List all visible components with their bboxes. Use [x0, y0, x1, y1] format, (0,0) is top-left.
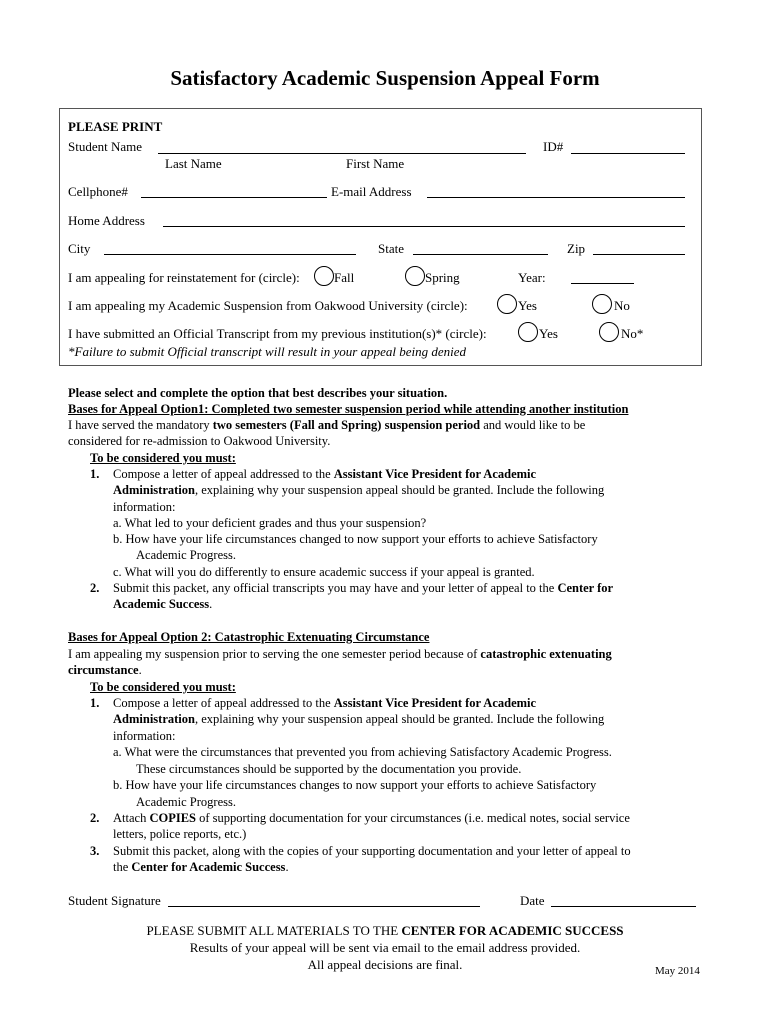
o2-item2	[113, 810, 703, 843]
option1-heading: Bases for Appeal Option1: Completed two semester suspension period while attending another institution	[68, 402, 629, 416]
o1-item2-c: Academic Success	[113, 597, 210, 612]
o2-item2-a: Attach	[113, 811, 150, 825]
o2-item1-e: information:	[113, 728, 176, 743]
o2-item1-b: Assistant Vice President for Academic	[333, 696, 537, 710]
o1-item1-d: , explaining why your suspension appeal should be granted. Include the following	[194, 483, 605, 498]
o1-item2-b: Center for	[557, 581, 614, 595]
opt2-text-bold: catastrophic extenuating	[480, 647, 612, 661]
center-name: CENTER FOR ACADEMIC SUCCESS	[401, 923, 624, 938]
reinstatement-label: I am appealing for reinstatement for (circle):	[68, 270, 300, 285]
first-name-caption: First Name	[346, 156, 405, 171]
spring-circle-option[interactable]	[405, 266, 425, 286]
final-note: All appeal decisions are final.	[307, 957, 463, 972]
o1-item1-number: 1.	[90, 467, 100, 481]
email-label: E-mail Address	[331, 184, 412, 199]
submit-instruction	[0, 923, 770, 939]
suspension-question: I am appealing my Academic Suspension from Oakwood University (circle):	[68, 298, 468, 313]
city-label: City	[68, 241, 91, 256]
o2-item1-a: Compose a letter of appeal addressed to the	[113, 696, 334, 710]
opt1-text-d: considered for re-admission to Oakwood University.	[68, 434, 331, 449]
suspension-no-label: No	[614, 298, 630, 313]
o1-sub-b2: Academic Progress.	[136, 548, 236, 562]
option1-paragraph	[68, 417, 708, 450]
o2-item3-a: Submit this packet, along with the copies of your supporting documentation and your letter of appeal to	[113, 844, 631, 858]
city-field[interactable]	[104, 254, 356, 255]
date-label: Date	[520, 893, 545, 908]
opt1-text-bold: two semesters (Fall and Spring) suspension period	[212, 418, 481, 432]
state-field[interactable]	[413, 254, 548, 255]
transcript-no-circle[interactable]	[599, 322, 619, 342]
home-address-label: Home Address	[68, 213, 145, 228]
form-title: Satisfactory Academic Suspension Appeal Form	[170, 66, 600, 90]
o2-item3-b: the	[113, 860, 132, 875]
id-label: ID#	[543, 139, 564, 154]
cellphone-label: Cellphone#	[68, 184, 128, 199]
o2-item2-c: of supporting documentation for your circumstances (i.e. medical notes, social service	[196, 811, 630, 825]
o2-sub-b1: b. How have your life circumstances changes to now support your efforts to achieve Satisfactory	[113, 778, 597, 792]
revision-date: May 2014	[655, 965, 700, 977]
opt2-text-d: .	[138, 663, 142, 678]
zip-label: Zip	[567, 241, 586, 256]
o2-item2-d: letters, police reports, etc.)	[113, 827, 247, 842]
option2-must-heading: To be considered you must:	[90, 680, 236, 694]
o2-item3-c: Center for Academic Success	[131, 860, 286, 875]
transcript-no-label: No*	[621, 326, 644, 341]
year-label: Year:	[518, 270, 546, 285]
o2-sub-b2: Academic Progress.	[136, 795, 236, 809]
o1-item2-d: .	[209, 597, 213, 612]
id-field[interactable]	[571, 153, 685, 154]
o1-item1	[113, 466, 703, 515]
please-print-label: PLEASE PRINT	[68, 119, 163, 134]
o1-sub-a: a. What led to your deficient grades and thus your suspension?	[113, 516, 427, 530]
opt2-text-c: circumstance	[68, 663, 139, 678]
signature-label: Student Signature	[68, 893, 161, 908]
o2-sub-a2: These circumstances should be supported by the documentation you provide.	[136, 762, 522, 776]
cellphone-field[interactable]	[141, 197, 327, 198]
option2-paragraph	[68, 646, 708, 679]
o2-item1-d: , explaining why your suspension appeal should be granted. Include the following	[194, 712, 605, 727]
fall-label: Fall	[334, 270, 355, 285]
state-label: State	[378, 241, 404, 256]
suspension-yes-circle[interactable]	[497, 294, 517, 314]
year-field[interactable]	[571, 283, 634, 284]
o1-sub-b1: b. How have your life circumstances changed to now support your efforts to achieve Satisfactory	[113, 532, 598, 546]
o2-item3-d: .	[285, 860, 289, 875]
o2-item1	[113, 695, 703, 744]
option2-heading: Bases for Appeal Option 2: Catastrophic Extenuating Circumstance	[68, 630, 430, 644]
signature-field[interactable]	[168, 906, 480, 907]
o1-item2	[113, 580, 703, 613]
select-option-instruction: Please select and complete the option that best describes your situation.	[68, 386, 448, 400]
date-field[interactable]	[551, 906, 696, 907]
transcript-yes-circle[interactable]	[518, 322, 538, 342]
home-address-field[interactable]	[163, 226, 685, 227]
o1-item1-e: information:	[113, 499, 176, 514]
o2-item2-b: COPIES	[149, 811, 196, 825]
transcript-question: I have submitted an Official Transcript from my previous institution(s)* (circle):	[68, 326, 487, 341]
zip-field[interactable]	[593, 254, 685, 255]
student-name-field[interactable]	[158, 153, 526, 154]
o1-item2-number: 2.	[90, 581, 100, 595]
o2-item1-c: Administration	[113, 712, 195, 727]
last-name-caption: Last Name	[165, 156, 222, 171]
o1-sub-c: c. What will you do differently to ensure academic success if your appeal is granted.	[113, 565, 535, 579]
suspension-yes-label: Yes	[518, 298, 537, 313]
opt1-text-a: I have served the mandatory	[68, 418, 213, 432]
o1-item1-a: Compose a letter of appeal addressed to the	[113, 467, 334, 481]
o2-item3	[113, 843, 703, 876]
suspension-no-circle[interactable]	[592, 294, 612, 314]
opt2-text-a: I am appealing my suspension prior to serving the one semester period because of	[68, 647, 481, 661]
o2-item3-number: 3.	[90, 844, 100, 858]
o2-item2-number: 2.	[90, 811, 100, 825]
o1-item1-b: Assistant Vice President for Academic	[333, 467, 537, 481]
submit-text: PLEASE SUBMIT ALL MATERIALS TO THE	[146, 923, 402, 938]
student-name-label: Student Name	[68, 139, 143, 154]
email-field[interactable]	[427, 197, 685, 198]
o2-item1-number: 1.	[90, 696, 100, 710]
o2-sub-a1: a. What were the circumstances that prevented you from achieving Satisfactory Academic Progress.	[113, 745, 612, 759]
o1-item2-a: Submit this packet, any official transcripts you may have and your letter of appeal to the	[113, 581, 558, 595]
failure-note: *Failure to submit Official transcript will result in your appeal being denied	[68, 344, 467, 359]
results-note: Results of your appeal will be sent via email to the email address provided.	[189, 940, 581, 955]
spring-label: Spring	[425, 270, 460, 285]
option1-must-heading: To be considered you must:	[90, 451, 236, 465]
opt1-text-c: and would like to be	[480, 418, 586, 432]
o1-item1-c: Administration	[113, 483, 195, 498]
transcript-yes-label: Yes	[539, 326, 558, 341]
fall-circle-option[interactable]	[314, 266, 334, 286]
